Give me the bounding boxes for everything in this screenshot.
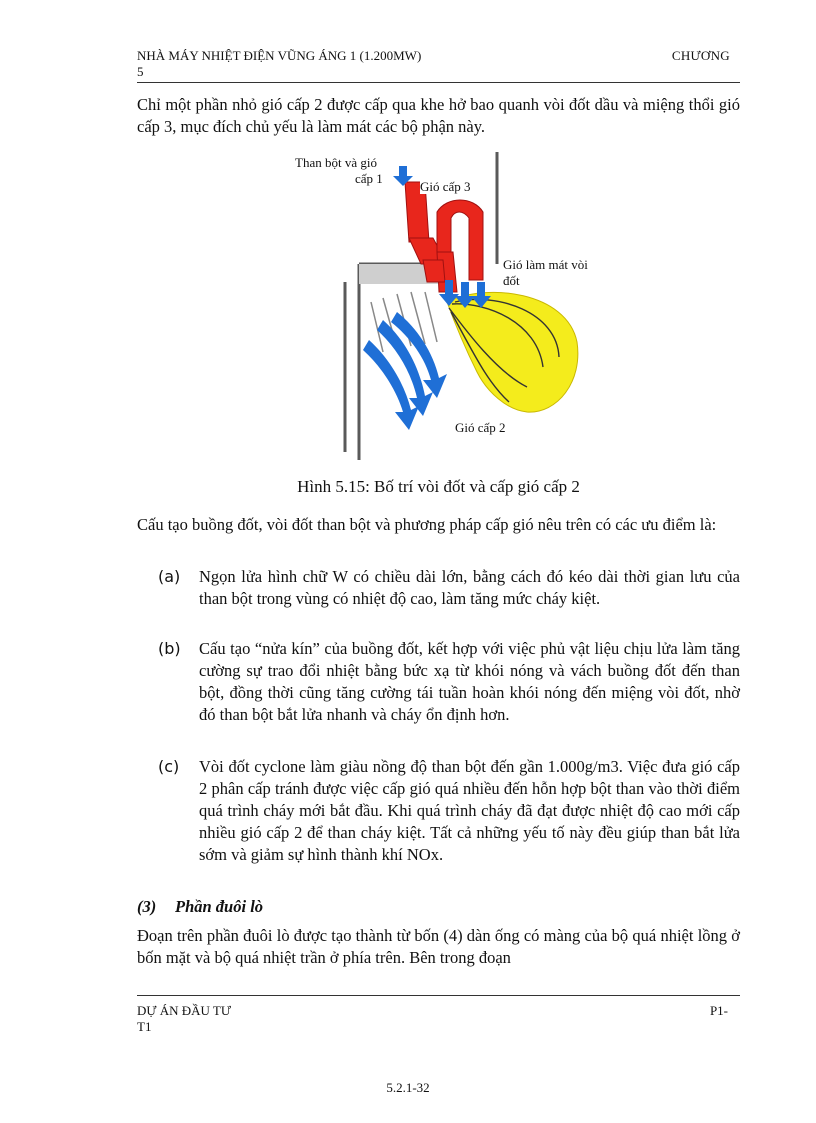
list-item-text: Vòi đốt cyclone làm giàu nồng độ than bột đến gần 1.000g/m3. Việc đưa gió cấp 2 phân cấp tránh được việc cấp gió quá nhiều đến hỗn hợp bột than vào thời điểm quá trình cháy mới bắt đầu. Khi quá trình cháy đã đạt được nhiệt độ cao mới cấp nhiều gió cấp 2 để than cháy kiệt. Tất cả những yếu tố này đều giúp than bắt lửa sớm và giảm sự hình thành khí NOx. (199, 757, 740, 864)
list-marker: (c) (158, 757, 180, 776)
list-marker: (b) (158, 639, 181, 658)
flame-shape (447, 292, 578, 412)
label-cooling-air-line2: đốt (503, 273, 520, 288)
paragraph-tail: Đoạn trên phần đuôi lò được tạo thành từ bốn (4) dàn ống có màng của bộ quá nhiệt lồng ở bốn mặt và bộ quá nhiệt trần ở phía trên. Bên trong đoạn (137, 926, 740, 967)
section-number: (3) (137, 897, 157, 916)
list-item-text: Cấu tạo “nửa kín” của buồng đốt, kết hợp với việc phủ vật liệu chịu lửa làm tăng cường sự trao đổi nhiệt bằng bức xạ từ khói nóng và vách buồng đốt đến than bột, đồng thời cũng tăng cường tái tuần hoàn khói nóng đến miệng vòi đốt, nhờ đó than bột bắt lửa nhanh và cháy ổn định hơn. (199, 639, 740, 724)
list-item (158, 638, 740, 726)
list-item (158, 566, 740, 610)
section-title: Phần đuôi lò (175, 897, 264, 916)
list-item-text: Ngọn lửa hình chữ W có chiều dài lớn, bằng cách đó kéo dài thời gian lưu của than bột trong vùng có nhiệt độ cao, làm tăng mức cháy kiệt. (199, 567, 740, 608)
footer-code-line2: T1 (137, 1019, 152, 1034)
label-secondary-air: Gió cấp 2 (451, 418, 534, 447)
label-coal-air-line2: cấp 1 (355, 171, 383, 186)
burner-figure (287, 152, 601, 460)
footer-rule (137, 995, 740, 996)
footer-project: DỰ ÁN ĐẦU TƯ (137, 1003, 231, 1018)
footer-code: P1- (709, 1003, 728, 1018)
section-heading (137, 896, 263, 918)
paragraph-advantages: Cấu tạo buồng đốt, vòi đốt than bột và phương pháp cấp gió nêu trên có các ưu điểm là: (137, 515, 717, 534)
label-tertiary-air: Gió cấp 3 (420, 179, 471, 194)
list-marker: (a) (158, 567, 181, 586)
list-item (158, 756, 740, 866)
page-number: 5.2.1-32 (386, 1080, 430, 1095)
header-title: NHÀ MÁY NHIỆT ĐIỆN VŨNG ÁNG 1 (1.200MW) (137, 48, 422, 63)
header-chapter-number: 5 (137, 64, 144, 79)
label-coal-air-line1: Than bột và gió (295, 155, 377, 170)
burner-diagram (287, 152, 601, 460)
paragraph-intro: Chỉ một phần nhỏ gió cấp 2 được cấp qua khe hở bao quanh vòi đốt dầu và miệng thổi gió cấp 3, mục đích chủ yếu là làm mát các bộ phận này. (137, 95, 740, 136)
header-chapter: CHƯƠNG (671, 48, 730, 63)
label-cooling-air-line1: Gió làm mát vòi (503, 257, 588, 272)
header-rule (137, 82, 740, 83)
figure-caption: Hình 5.15: Bố trí vòi đốt và cấp gió cấp 2 (297, 477, 580, 496)
